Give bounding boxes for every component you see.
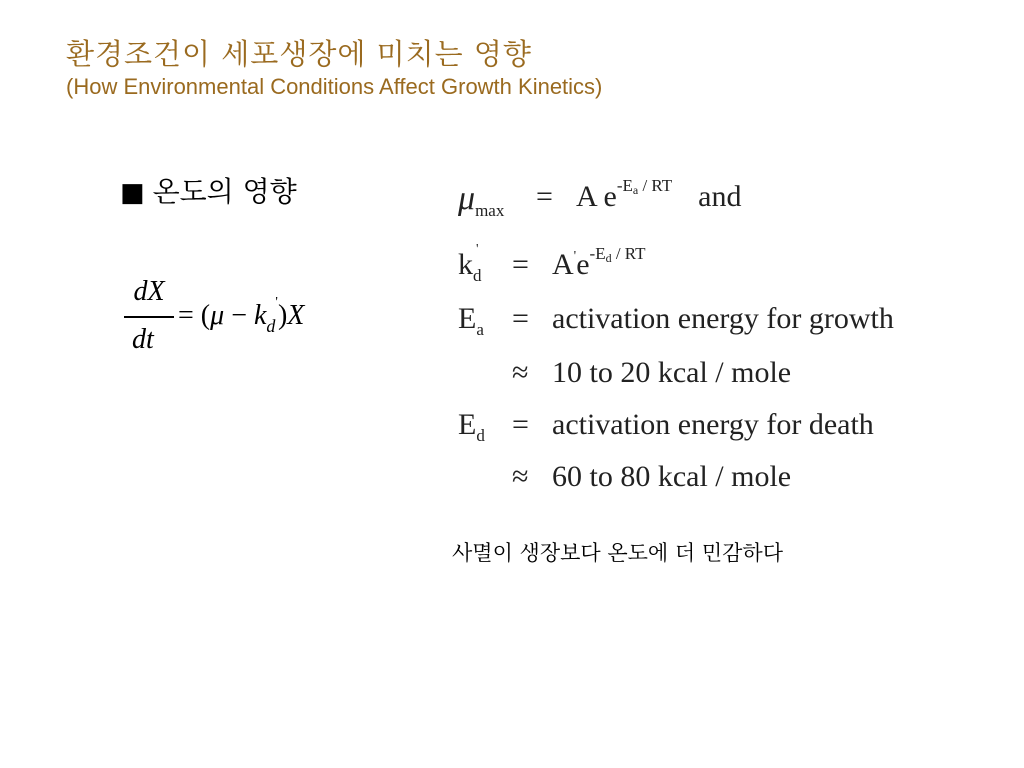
equals-sign: = [178, 300, 194, 331]
d-subscript: d [473, 266, 482, 285]
exponent [617, 176, 672, 195]
kd-symbol [458, 242, 482, 285]
section-heading-text: 온도의 영향 [152, 175, 297, 208]
e-symbol: E [458, 408, 477, 441]
k-symbol: k [253, 300, 267, 331]
e-text: e [576, 248, 590, 281]
equation-rhs [178, 295, 305, 336]
mu-symbol: μ [458, 180, 476, 217]
title-korean: 환경조건이 세포생장에 미치는 영향 [66, 37, 532, 71]
equals-sign: = [512, 408, 529, 441]
exp-subscript: a [632, 183, 639, 197]
ed-symbol [458, 408, 485, 445]
kd-rhs [552, 244, 646, 282]
ea-symbol [458, 302, 484, 339]
exp-suffix: / RT [638, 176, 673, 195]
exponent [590, 244, 646, 263]
kd-prime: ' [476, 242, 479, 257]
equals-sign: = [536, 180, 553, 213]
approx-sign: ≈ [512, 356, 529, 389]
e-symbol: E [458, 302, 477, 335]
slide-title [66, 36, 602, 102]
max-subscript: max [475, 201, 505, 220]
ed-range: 60 to 80 kcal / mole [552, 460, 792, 493]
title-english: (How Environmental Conditions Affect Growth Kinetics) [66, 74, 603, 99]
a-subscript: a [476, 320, 484, 339]
section-heading [120, 174, 297, 211]
exp-prefix: -E [589, 244, 606, 263]
a-e-text: A e [576, 180, 617, 213]
fraction-numerator: dX [133, 276, 165, 307]
equals-sign: = [512, 302, 529, 335]
fraction-denominator: dt [132, 324, 154, 355]
equals-sign: = [512, 248, 529, 281]
fraction-bar [124, 316, 174, 318]
exp-prefix: -E [616, 176, 633, 195]
mu-max-rhs [576, 176, 742, 214]
k-symbol: k [458, 248, 473, 281]
ea-range: 10 to 20 kcal / mole [552, 356, 792, 389]
ed-definition: activation energy for death [552, 408, 874, 441]
a-prime: ' [573, 249, 577, 264]
d-subscript: d [476, 426, 485, 445]
k-subscript: d [266, 316, 276, 336]
mu-symbol: μ [210, 300, 225, 331]
open-paren: ( [200, 300, 211, 331]
mu-max-symbol [458, 180, 504, 218]
minus-sign: − [231, 300, 247, 331]
conclusion-note: 사멸이 생장보다 온도에 더 민감하다 [452, 541, 783, 565]
exp-subscript: d [605, 251, 612, 265]
x-symbol: X [287, 300, 305, 331]
square-bullet-icon: ■ [120, 178, 145, 208]
close-paren: ) [277, 300, 288, 331]
k-prime: ' [275, 295, 278, 310]
approx-sign: ≈ [512, 460, 529, 493]
a-text: A [552, 248, 574, 281]
exp-suffix: / RT [611, 244, 646, 263]
and-text: and [698, 180, 742, 213]
ea-definition: activation energy for growth [552, 302, 894, 335]
